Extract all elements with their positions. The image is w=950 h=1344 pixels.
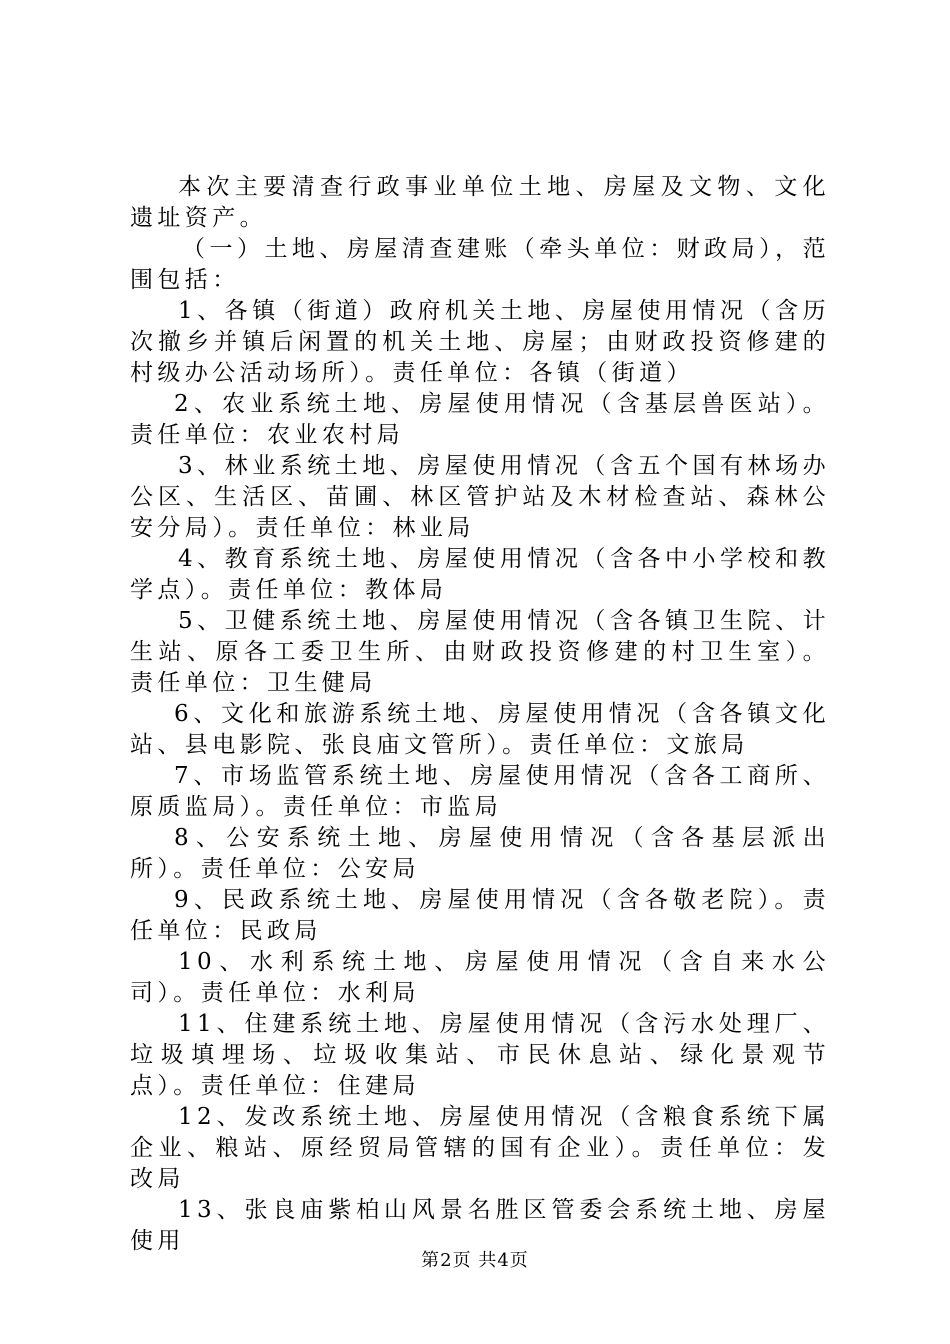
- list-item: 8、公安系统土地、房屋使用情况（含各基层派出所）。责任单位：公安局: [130, 825, 830, 882]
- list-item: 7、市场监管系统土地、房屋使用情况（含各工商所、原质监局）。责任单位：市监局: [130, 763, 830, 820]
- list-item: 4、教育系统土地、房屋使用情况（含各中小学校和教学点）。责任单位：教体局: [130, 546, 830, 603]
- list-item: 3、林业系统土地、房屋使用情况（含五个国有林场办公区、生活区、苗圃、林区管护站及木材检查站、森林公安分局）。责任单位：林业局: [130, 453, 830, 541]
- list-item: 10、水利系统土地、房屋使用情况（含自来水公司）。责任单位：水利局: [130, 949, 830, 1006]
- document-body: [130, 172, 830, 1257]
- list-item: 13、张良庙紫柏山风景名胜区管委会系统土地、房屋使用: [130, 1197, 830, 1254]
- list-item: 9、民政系统土地、房屋使用情况（含各敬老院）。责任单位：民政局: [130, 887, 830, 944]
- intro-paragraph: 本次主要清查行政事业单位土地、房屋及文物、文化遗址资产。: [130, 174, 830, 231]
- list-item: 11、住建系统土地、房屋使用情况（含污水处理厂、垃圾填埋场、垃圾收集站、市民休息站、绿化景观节点）。责任单位：住建局: [130, 1011, 830, 1099]
- section-heading: （一）土地、房屋清查建账（牵头单位：财政局），范围包括：: [130, 236, 830, 293]
- list-item: 12、发改系统土地、房屋使用情况（含粮食系统下属企业、粮站、原经贸局管辖的国有企业）。责任单位：发改局: [130, 1104, 830, 1192]
- page-footer: [0, 1246, 950, 1272]
- list-item: 5、卫健系统土地、房屋使用情况（含各镇卫生院、计生站、原各工委卫生所、由财政投资修建的村卫生室）。责任单位：卫生健局: [130, 608, 830, 696]
- list-item: 1、各镇（街道）政府机关土地、房屋使用情况（含历次撤乡并镇后闲置的机关土地、房屋；由财政投资修建的村级办公活动场所）。责任单位：各镇（街道）: [130, 298, 830, 386]
- page-number-label: 第2页 共4页: [421, 1250, 529, 1271]
- list-item: 2、农业系统土地、房屋使用情况（含基层兽医站）。责任单位：农业农村局: [130, 391, 830, 448]
- list-item: 6、文化和旅游系统土地、房屋使用情况（含各镇文化站、县电影院、张良庙文管所）。责任单位：文旅局: [130, 701, 830, 758]
